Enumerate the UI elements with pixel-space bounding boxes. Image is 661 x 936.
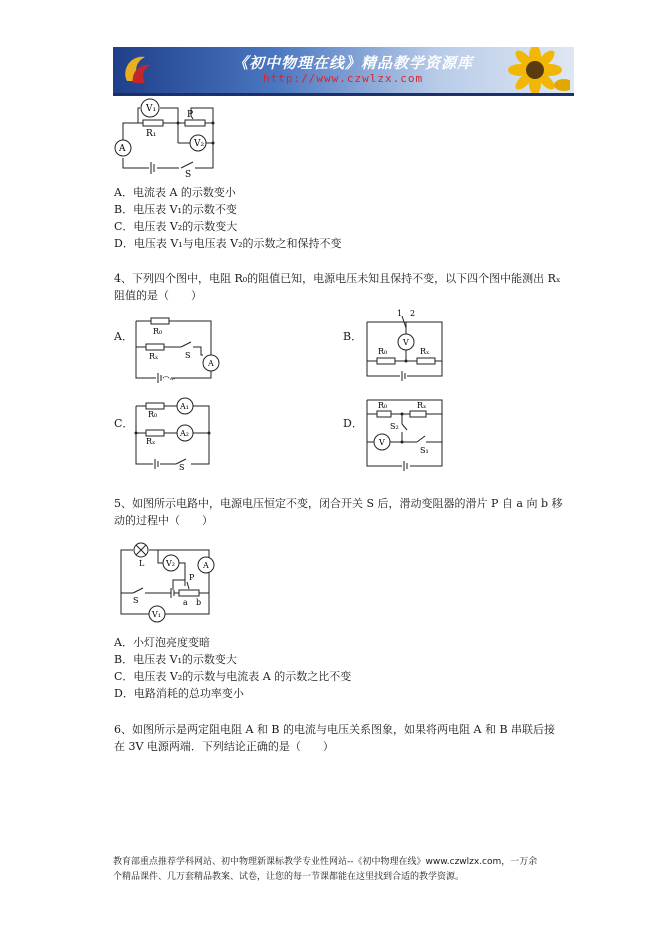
footer-line1: 教育部重点推荐学科网站、初中物理新课标教学专业性网站--《初中物理在线》www.czwlzx.com，一万余 <box>113 857 538 867</box>
q3-label-a: A <box>119 144 126 154</box>
q5-option-d: D．电路消耗的总功率变小 <box>114 687 244 700</box>
q4b-label-r0: R₀ <box>378 347 388 356</box>
q5-stem-line2: 动的过程中（ ） <box>114 514 213 527</box>
q4-option-b-label: B． <box>343 330 363 343</box>
q5-option-a: A．小灯泡亮度变暗 <box>114 636 210 649</box>
q4a-label-rx: Rₓ <box>149 352 159 361</box>
sunflower-icon <box>480 47 570 93</box>
q4b-label-1: 1 <box>397 309 403 318</box>
q5-circuit-diagram <box>113 538 218 623</box>
q4c-label-r0: R₀ <box>148 410 158 419</box>
q3-option-b: B．电压表 V₁的示数不变 <box>114 203 237 216</box>
q4-stem-line1: 4、下列四个图中，电阻 R₀的阻值已知，电源电压未知且保持不变，以下四个图中能测出 Rₓ <box>114 272 561 285</box>
q4-circuit-d <box>362 396 452 471</box>
header-banner <box>113 47 574 95</box>
q3-option-a: A．电流表 A 的示数变小 <box>114 186 236 199</box>
q3-label-p: P <box>187 110 194 120</box>
q4d-label-r0: R₀ <box>378 401 388 410</box>
q3-option-d: D．电压表 V₁与电压表 V₂的示数之和保持不变 <box>114 237 342 250</box>
q5-label-l: L <box>139 559 145 568</box>
q4-circuit-b <box>362 308 452 383</box>
q4b-label-rx: Rₓ <box>420 347 430 356</box>
q5-label-a: A <box>203 561 209 570</box>
q3-label-s: S <box>185 170 192 178</box>
q5-label-b-end: b <box>196 598 202 607</box>
q3-label-v2: V₂ <box>194 139 205 149</box>
q3-circuit-diagram <box>113 98 228 178</box>
q4d-label-v: V <box>379 438 385 447</box>
q5-label-a-end: a <box>183 598 188 607</box>
q4-circuit-c <box>131 396 221 471</box>
q4-option-c-label: C． <box>114 417 134 430</box>
q4a-label-a: A <box>208 359 214 368</box>
q4d-label-s1: S₁ <box>420 446 429 455</box>
q4c-label-s: S <box>179 463 185 471</box>
q4d-label-s2: S₂ <box>390 422 399 431</box>
q5-stem-line1: 5、如图所示电路中，电源电压恒定不变，闭合开关 S 后，滑动变阻器的滑片 P 自 a 向 b 移 <box>114 497 563 510</box>
header-rule <box>113 95 574 96</box>
q4-option-a-label: A． <box>114 330 133 343</box>
site-logo-icon <box>119 51 155 87</box>
q4-option-d-label: D． <box>343 417 363 430</box>
q4-circuit-a <box>131 313 221 383</box>
site-title: 《初中物理在线》精品教学资源库 <box>233 54 474 72</box>
q4-stem-line2: 阻值的是（ ） <box>114 289 202 302</box>
q3-label-v1: V₁ <box>146 104 157 114</box>
footer-line2: 个精品课件、几万套精品教案、试卷，让您的每一节课都能在这里找到合适的教学资源。 <box>113 872 465 882</box>
q5-label-v2: V₂ <box>166 559 175 568</box>
q5-label-s: S <box>133 596 139 605</box>
q5-label-v1: V₁ <box>152 610 161 619</box>
q4c-label-a1: A₁ <box>180 402 189 411</box>
q5-option-c: C．电压表 V₂的示数与电流表 A 的示数之比不变 <box>114 670 352 683</box>
q4b-label-v: V <box>403 338 409 347</box>
q3-label-r1: R₁ <box>146 129 157 139</box>
q4c-label-rx: Rₓ <box>146 437 156 446</box>
q4a-label-r0: R₀ <box>153 327 163 336</box>
page-footer <box>113 855 583 885</box>
q5-label-p: P <box>189 573 195 582</box>
q4c-label-a2: A₂ <box>180 429 189 438</box>
site-url[interactable]: http://www.czwlzx.com <box>263 72 424 85</box>
q6-stem-line2: 在 3V 电源两端．下列结论正确的是（ ） <box>114 740 334 753</box>
q5-option-b: B．电压表 V₁的示数变大 <box>114 653 237 666</box>
q4a-label-s: S <box>185 351 191 360</box>
q4b-label-2: 2 <box>410 309 416 318</box>
q3-option-c: C．电压表 V₂的示数变大 <box>114 220 238 233</box>
q4d-label-rx: Rₓ <box>417 401 427 410</box>
q6-stem-line1: 6、如图所示是两定阻电阻 A 和 B 的电流与电压关系图象，如果将两电阻 A 和 B 串联后接 <box>114 723 556 736</box>
